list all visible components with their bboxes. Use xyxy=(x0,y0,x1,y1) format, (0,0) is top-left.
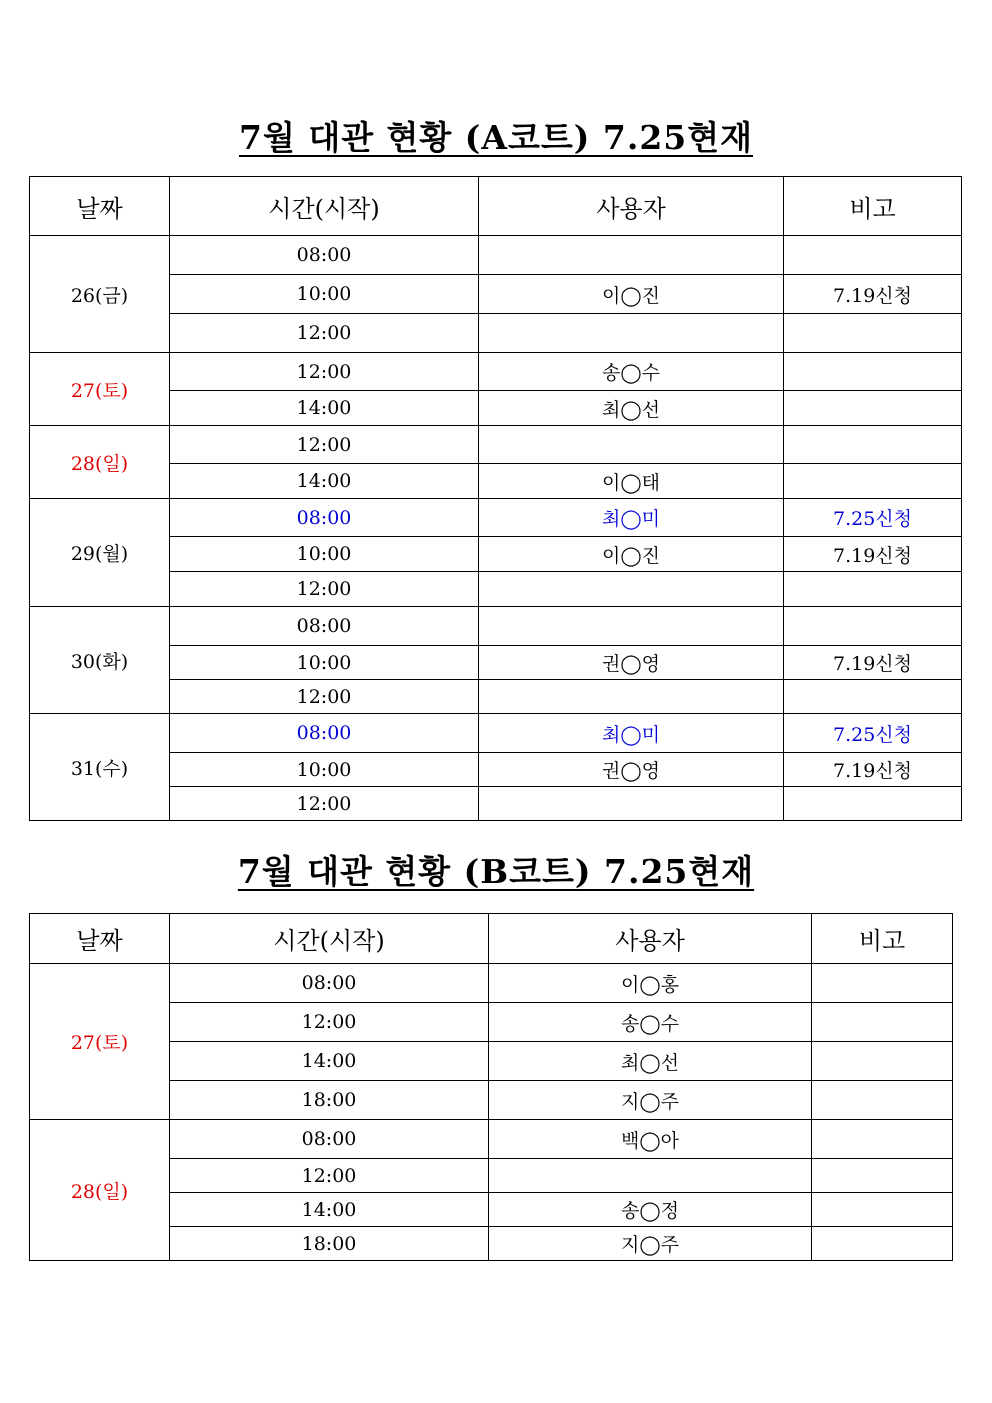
header-user: 사용자 xyxy=(479,177,784,236)
time-cell: 18:00 xyxy=(170,1227,489,1261)
user-cell: 이◯태 xyxy=(479,464,784,499)
header-user: 사용자 xyxy=(489,914,812,964)
table-row xyxy=(30,537,962,572)
table-row xyxy=(30,607,962,646)
note-cell xyxy=(784,607,962,646)
table-row xyxy=(30,714,962,753)
note-cell: 7.19신청 xyxy=(784,753,962,787)
time-cell: 12:00 xyxy=(170,680,479,714)
note-cell xyxy=(812,1227,953,1261)
header-time: 시간(시작) xyxy=(170,177,479,236)
title-court-b: 7월 대관 현황 (B코트) 7.25현재 xyxy=(237,852,755,891)
date-cell: 28(일) xyxy=(30,1120,170,1261)
user-cell: 백◯아 xyxy=(489,1120,812,1159)
note-cell xyxy=(784,572,962,607)
user-cell: 최◯미 xyxy=(479,714,784,753)
table-row xyxy=(30,680,962,714)
note-cell: 7.19신청 xyxy=(784,537,962,572)
note-cell xyxy=(812,964,953,1003)
date-cell: 27(토) xyxy=(30,964,170,1120)
time-cell: 10:00 xyxy=(170,275,479,314)
time-cell: 14:00 xyxy=(170,1042,489,1081)
note-cell xyxy=(812,1003,953,1042)
note-cell xyxy=(812,1193,953,1227)
time-cell: 18:00 xyxy=(170,1081,489,1120)
user-cell: 이◯진 xyxy=(479,537,784,572)
time-cell: 14:00 xyxy=(170,1193,489,1227)
user-cell xyxy=(479,787,784,821)
time-cell: 14:00 xyxy=(170,391,479,426)
table-row xyxy=(30,787,962,821)
user-cell: 송◯수 xyxy=(479,353,784,391)
user-cell: 최◯선 xyxy=(479,391,784,426)
table-row xyxy=(30,353,962,391)
time-cell: 12:00 xyxy=(170,787,479,821)
schedule-table-court-b xyxy=(29,913,953,1261)
table-row xyxy=(30,572,962,607)
table-row xyxy=(30,426,962,464)
date-cell: 31(수) xyxy=(30,714,170,821)
time-cell: 12:00 xyxy=(170,572,479,607)
user-cell xyxy=(479,572,784,607)
table-row xyxy=(30,391,962,426)
user-cell: 권◯영 xyxy=(479,646,784,680)
table-row xyxy=(30,464,962,499)
schedule-table-court-a xyxy=(29,176,962,821)
date-cell: 28(일) xyxy=(30,426,170,499)
time-cell: 12:00 xyxy=(170,314,479,353)
time-cell: 08:00 xyxy=(170,964,489,1003)
table-row xyxy=(30,753,962,787)
note-cell: 7.19신청 xyxy=(784,275,962,314)
user-cell: 지◯주 xyxy=(489,1081,812,1120)
header-time: 시간(시작) xyxy=(170,914,489,964)
note-cell xyxy=(784,426,962,464)
table-row xyxy=(30,314,962,353)
time-cell: 12:00 xyxy=(170,353,479,391)
user-cell xyxy=(479,314,784,353)
table-row xyxy=(30,499,962,537)
user-cell xyxy=(479,236,784,275)
time-cell: 10:00 xyxy=(170,537,479,572)
note-cell xyxy=(784,391,962,426)
time-cell: 08:00 xyxy=(170,499,479,537)
note-cell xyxy=(812,1159,953,1193)
header-row xyxy=(30,914,953,964)
time-cell: 12:00 xyxy=(170,1159,489,1193)
date-cell: 30(화) xyxy=(30,607,170,714)
user-cell: 송◯정 xyxy=(489,1193,812,1227)
note-cell xyxy=(812,1042,953,1081)
table-row xyxy=(30,964,953,1003)
time-cell: 10:00 xyxy=(170,646,479,680)
note-cell: 7.25신청 xyxy=(784,714,962,753)
note-cell: 7.19신청 xyxy=(784,646,962,680)
user-cell: 최◯선 xyxy=(489,1042,812,1081)
header-note: 비고 xyxy=(784,177,962,236)
time-cell: 10:00 xyxy=(170,753,479,787)
user-cell: 최◯미 xyxy=(479,499,784,537)
note-cell xyxy=(784,353,962,391)
note-cell xyxy=(784,787,962,821)
time-cell: 08:00 xyxy=(170,607,479,646)
user-cell xyxy=(479,426,784,464)
date-cell: 27(토) xyxy=(30,353,170,426)
user-cell: 권◯영 xyxy=(479,753,784,787)
note-cell xyxy=(812,1120,953,1159)
date-cell: 29(월) xyxy=(30,499,170,607)
header-date: 날짜 xyxy=(30,177,170,236)
table-row xyxy=(30,236,962,275)
time-cell: 08:00 xyxy=(170,714,479,753)
user-cell: 지◯주 xyxy=(489,1227,812,1261)
user-cell xyxy=(479,607,784,646)
header-row xyxy=(30,177,962,236)
time-cell: 12:00 xyxy=(170,426,479,464)
note-cell xyxy=(784,680,962,714)
note-cell xyxy=(784,464,962,499)
time-cell: 12:00 xyxy=(170,1003,489,1042)
time-cell: 14:00 xyxy=(170,464,479,499)
table-row xyxy=(30,646,962,680)
note-cell xyxy=(812,1081,953,1120)
note-cell xyxy=(784,314,962,353)
header-date: 날짜 xyxy=(30,914,170,964)
time-cell: 08:00 xyxy=(170,1120,489,1159)
table-row xyxy=(30,275,962,314)
note-cell xyxy=(784,236,962,275)
time-cell: 08:00 xyxy=(170,236,479,275)
user-cell: 송◯수 xyxy=(489,1003,812,1042)
table-row xyxy=(30,1120,953,1159)
header-note: 비고 xyxy=(812,914,953,964)
note-cell: 7.25신청 xyxy=(784,499,962,537)
user-cell: 이◯진 xyxy=(479,275,784,314)
date-cell: 26(금) xyxy=(30,236,170,353)
user-cell: 이◯홍 xyxy=(489,964,812,1003)
title-court-a: 7월 대관 현황 (A코트) 7.25현재 xyxy=(238,118,754,157)
user-cell xyxy=(479,680,784,714)
user-cell xyxy=(489,1159,812,1193)
